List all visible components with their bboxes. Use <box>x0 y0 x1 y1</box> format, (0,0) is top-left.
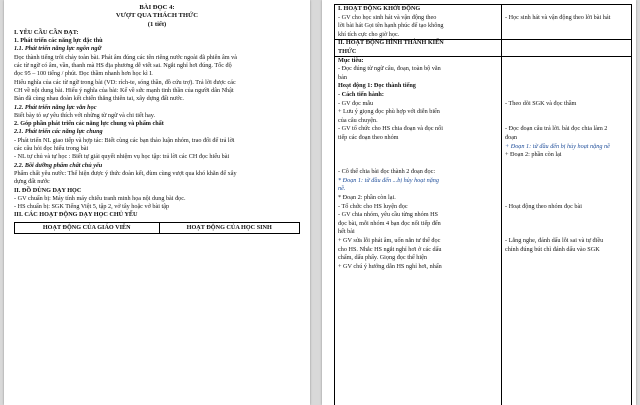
table-cell-line: của câu chuyện. <box>338 116 378 124</box>
table-cell-line <box>505 211 629 220</box>
text-line: - GV chuẩn bị: Máy tính máy chiếu tranh minh họa nội dung bài đọc. <box>14 194 186 202</box>
table-cell-line <box>505 91 629 100</box>
document-page-left <box>4 0 310 405</box>
table-cell-line: + Đoạn 2: phần còn lại <box>505 151 562 159</box>
table-header-cell: HOẠT ĐỘNG CỦA GIÁO VIÊN <box>15 222 160 233</box>
text-line: III. CÁC HOẠT ĐỘNG DẠY HỌC CHỦ YẾU <box>14 211 138 219</box>
table-cell-line <box>505 22 629 31</box>
text-line: - Phát triển NL giao tiếp và hợp tác: Biết cùng các bạn thảo luận nhóm, trao đổi để trả lời <box>14 136 235 144</box>
text-line: Hiểu nghĩa của các từ ngữ trong bài (VD: rích-te, sóng thần, đồ cứu trợ). Trả lời được các <box>14 78 236 86</box>
table-cell-line: - Học sinh hát và vận động theo lời bài hát <box>505 13 611 21</box>
table-cell-line: - Đọc đúng từ ngữ câu, đoạn, toàn bộ văn <box>338 65 441 73</box>
activities-table-header <box>14 222 300 234</box>
table-cell-line: * Đoạn 2: phần còn lại. <box>338 194 396 202</box>
text-line: đọc 95 – 100 tiếng / phút. Đọc thầm nhanh hơn học kì I. <box>14 70 153 78</box>
table-header-cell: HOẠT ĐỘNG CỦA HỌC SINH <box>159 222 300 233</box>
table-row-divider <box>335 56 631 57</box>
lesson-plan-text <box>14 4 300 234</box>
table-cell-line: - Cô thể chia bài đọc thành 2 đoạn đọc: <box>338 168 436 176</box>
table-cell-line: Hoạt động 1: Đọc thành tiếng <box>338 82 416 90</box>
text-line: BÀI ĐỌC 4: <box>139 4 175 11</box>
text-line: 1.2. Phát triển năng lực văn học <box>14 103 97 111</box>
table-cell-line: - Theo dõi SGK và đọc thầm <box>505 99 577 107</box>
text-line: 1. Phát triển các năng lực đặc thù <box>14 37 103 45</box>
table-cell-line: cho HS. Nhắc HS ngắt nghỉ hơi ở các dấu <box>338 245 442 253</box>
table-column-divider <box>501 5 502 405</box>
text-line: CH về nội dung bài. Hiểu ý nghĩa của bài: Kể về sức mạnh tinh thần của người dân Nhật <box>14 86 234 94</box>
table-cell-line <box>505 194 629 203</box>
table-cell-line: - Cách tiến hành: <box>338 90 384 98</box>
table-cell-line: đoạn <box>505 133 518 141</box>
table-cell-line <box>505 5 629 14</box>
table-cell-line: khí tích cực cho giờ học. <box>338 30 400 38</box>
table-cell-line: bản <box>338 73 347 81</box>
activity-table <box>334 4 632 405</box>
table-cell-line <box>505 108 629 117</box>
table-cell-line <box>505 185 629 194</box>
text-line: 2.1. Phát triển các năng lực chung <box>14 128 103 136</box>
table-cell-line: + GV sửa lỗi phát âm, uốn nắn tư thế đọc <box>338 237 441 245</box>
text-line: các câu hỏi đọc hiểu trong bài <box>14 145 89 153</box>
table-cell-line <box>505 117 629 126</box>
table-row-divider <box>335 39 631 40</box>
text-line: các từ ngữ có âm, vần, thanh mà HS địa phương dễ viết sai. Ngắt nghỉ hơi đúng. Tốc độ <box>14 62 232 70</box>
table-cell-line <box>338 143 498 152</box>
teacher-activity-column <box>338 5 498 271</box>
text-line: Bản đã cùng nhau đoàn kết chiến thắng thiên tai, xây dựng đất nước. <box>14 95 184 103</box>
table-cell-line <box>505 82 629 91</box>
table-cell-line: * Đoạn 1: từ đầu đến ...bị hủy hoạt nặng <box>338 176 439 184</box>
table-cell-line: - GV đọc mẫu <box>338 99 374 107</box>
text-line: VƯỢT QUA THÁCH THỨC <box>115 12 199 20</box>
table-cell-line: II. HOẠT ĐỘNG HÌNH THÀNH KIẾN <box>338 39 444 47</box>
text-line: I. YÊU CẦU CẦN ĐẠT: <box>14 28 79 36</box>
table-cell-line <box>505 168 629 177</box>
text-line: 2. Góp phần phát triển các năng lực chung và phẩm chất <box>14 120 164 128</box>
text-line: 2.2. Bồi dưỡng phẩm chất chủ yếu <box>14 161 103 169</box>
document-page-right <box>322 0 636 405</box>
table-cell-line <box>505 228 629 237</box>
table-cell-line: - GV chia nhóm, yêu cầu từng nhóm HS <box>338 211 438 219</box>
table-cell-line: - Hoạt động theo nhóm đọc bài <box>505 202 582 210</box>
table-cell-line: + Lưu ý giọng đọc phù hợp với diễn biến <box>338 108 440 116</box>
table-cell-line: - Đọc đoạn câu trả lời. bài đọc chia làm 2 <box>505 125 608 133</box>
table-cell-line: + Đoạn 1: từ đầu đến bị hủy hoạt nặng nề <box>505 142 610 150</box>
text-line: - HS chuẩn bị: SGK Tiếng Việt 5, tập 2, vở tây hoặc vở bài tập <box>14 203 170 211</box>
table-cell-line <box>505 65 629 74</box>
table-cell-line <box>338 160 498 169</box>
table-cell-line: - GV cho học sinh hát và vận động theo <box>338 13 437 21</box>
table-cell-line: chấm, dấu phẩy. Giọng đọc thể hiện <box>338 254 427 262</box>
table-cell-line: đọc bài, mỗi nhóm 4 bạn đọc nối tiếp đến <box>338 219 441 227</box>
table-cell-line: I. HOẠT ĐỘNG KHỞI ĐỘNG <box>338 5 421 12</box>
text-line: 1.1. Phát triển năng lực ngôn ngữ <box>14 45 102 53</box>
text-line: Đọc thành tiếng trôi chảy toàn bài. Phát âm đúng các tên riêng nước ngoài đã phiên âm và <box>14 53 237 61</box>
table-cell-line: nề. <box>338 185 346 193</box>
table-cell-line: lời bài hát Gọi tên hạnh phúc để tạo không <box>338 22 444 30</box>
table-cell-line: THỨC <box>338 47 357 55</box>
text-line: Phẩm chất yêu nước: Thể hiện được ý thức đoàn kết, đùm cùng vượt qua khó khăn để xây <box>14 169 237 177</box>
table-cell-line <box>505 177 629 186</box>
table-cell-line <box>505 74 629 83</box>
table-cell-line <box>338 151 498 160</box>
table-cell-line: tiếp các đoạn theo nhóm <box>338 133 399 141</box>
table-cell-line: chỉnh đúng bút chì đánh dấu vào SGK <box>505 245 600 253</box>
student-activity-column <box>505 5 629 254</box>
table-cell-line <box>505 220 629 229</box>
table-cell-line: - GV tổ chức cho HS chia đoạn và đọc nối <box>338 125 443 133</box>
table-cell-line: + GV chú ý hướng dẫn HS nghỉ hơi, nhấn <box>338 262 442 270</box>
text-line: Biết bày tỏ sự yêu thích với những từ ngữ và chi tiết hay. <box>14 111 156 119</box>
text-line: II. ĐỒ DÙNG DẠY HỌC <box>14 186 82 194</box>
table-cell-line <box>505 57 629 66</box>
table-cell-line <box>505 39 629 48</box>
text-line: (1 tiết) <box>147 20 167 28</box>
table-cell-line: - Lắng nghe, đánh dấu lỗi sai và tự điều <box>505 237 604 245</box>
table-cell-line: Mục tiêu: <box>338 56 364 64</box>
text-line: dựng đất nước <box>14 178 50 186</box>
table-cell-line <box>505 160 629 169</box>
table-cell-line: hết bài <box>338 228 355 236</box>
table-cell-line: - Tổ chức cho HS luyện đọc <box>338 202 408 210</box>
text-line: - NL tự chủ và tự học : Biết tự giải quyết nhiệm vụ học tập: trả lời các CH đọc hiểu bài <box>14 153 230 161</box>
